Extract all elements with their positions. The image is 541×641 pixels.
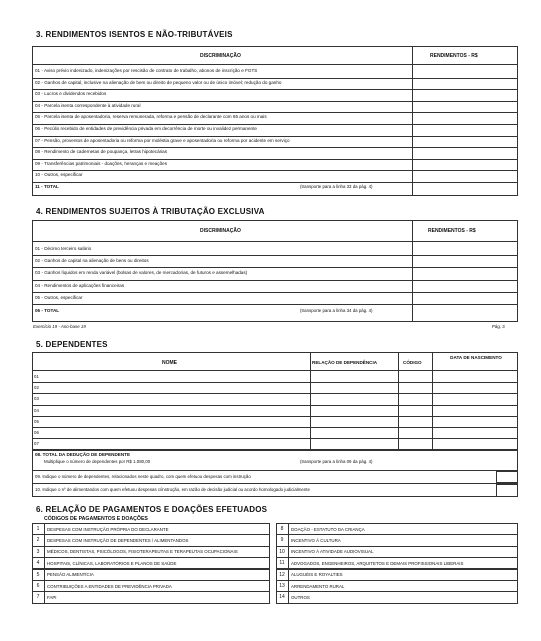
right-code-number: 8 xyxy=(280,526,284,532)
left-code-label: FAPI xyxy=(47,594,57,600)
dependente-nome-field[interactable] xyxy=(44,405,308,415)
section-4-row-value-field[interactable] xyxy=(414,280,516,291)
dependente-relacao-field[interactable] xyxy=(312,393,396,403)
dependente-nascimento-field[interactable] xyxy=(434,405,516,415)
dependente-codigo-field[interactable] xyxy=(400,405,430,415)
dependente-row-number: 02 xyxy=(34,385,39,391)
dependente-nascimento-field[interactable] xyxy=(434,416,516,426)
section-3-row-label: 06 - Pecúlio recebido de entidades de previdência privada em decorrência de morte ou invalidez permanente xyxy=(35,126,257,131)
section-3-row-value-field[interactable] xyxy=(414,78,516,89)
left-code-divider xyxy=(44,546,45,557)
left-code-divider xyxy=(44,523,45,534)
left-code-number: 6 xyxy=(36,583,40,589)
dependente-nascimento-field[interactable] xyxy=(434,393,516,403)
section-3-row-label: 01 - Aviso prévio indenizado, indenizações por rescisão de contrato de trabalho, abonos de inscrição e FGTS xyxy=(35,68,258,73)
left-code-divider xyxy=(44,569,45,580)
right-code-number: 10 xyxy=(279,548,285,555)
right-code-divider xyxy=(288,523,289,534)
dependentes-instrucao-field[interactable] xyxy=(496,471,518,483)
section-3-row-value-field[interactable] xyxy=(414,112,516,123)
dependente-codigo-field[interactable] xyxy=(400,393,430,403)
section-3-row-value-field[interactable] xyxy=(414,136,516,147)
section-5-row09: 09. Indique o número de dependentes, relacionados neste quadro, com quem efetuou despesas com instrução xyxy=(35,474,251,479)
left-code-label: PENSÃO ALIMENTÍCIA xyxy=(47,572,94,578)
dependente-codigo-field[interactable] xyxy=(400,438,430,448)
page-number: Pág. 3 xyxy=(492,324,505,329)
section-3-row-label: 08 - Rendimento de cadernetas de poupança, letras hipotecárias xyxy=(35,149,168,155)
right-code-divider xyxy=(288,534,289,545)
section-4-total-note: (transporte para a linha 34 da pág. 4) xyxy=(300,308,373,313)
right-code-number: 14 xyxy=(279,594,285,601)
right-code-label: INCENTIVO À CULTURA xyxy=(291,537,341,543)
section-5-col-codigo: CÓDIGO xyxy=(403,360,422,365)
right-code-label: ADVOGADOS, ENGENHEIROS, ARQUITETOS E DEMAIS PROFISSIONAIS LIBERAIS xyxy=(291,560,464,566)
left-code-number: 3 xyxy=(36,548,40,555)
dependente-relacao-field[interactable] xyxy=(312,382,396,392)
section-5-total-line xyxy=(32,450,518,451)
section-5-col-relacao: RELAÇÃO DE DEPENDÊNCIA xyxy=(312,360,378,365)
section-3-row-value-field[interactable] xyxy=(414,170,516,181)
right-code-divider xyxy=(288,546,289,557)
section-4-header-line xyxy=(32,241,518,242)
left-code-divider xyxy=(44,557,45,568)
dependente-row-number: 04 xyxy=(34,407,39,413)
section-3-row-value-field[interactable] xyxy=(414,89,516,100)
left-code-number: 4 xyxy=(36,560,40,567)
left-code-number: 2 xyxy=(36,537,40,544)
section-5-col-divider-1 xyxy=(310,352,311,450)
right-code-label: OUTROS xyxy=(291,594,310,600)
right-code-label: INCENTIVO À ATIVIDADE AUDIOVISUAL xyxy=(291,549,374,555)
section-4-row-value-field[interactable] xyxy=(414,267,516,278)
left-code-label: DESPESAS COM INSTRUÇÃO DE DEPENDENTES / ALIMENTANDOS xyxy=(47,537,189,543)
section-4-row-label: 02 - Ganhos de capital na alienação de bens ou direitos xyxy=(35,258,149,264)
section-3-row-label: 02 - Ganhos de capital, inclusive na alienação de bem ou direito de pequeno valor ou de único imóvel; redução do ganho xyxy=(35,79,282,85)
section-4-row-value-field[interactable] xyxy=(414,243,516,254)
alimentandos-instrucao-field[interactable] xyxy=(496,484,518,497)
section-4-row-value-field[interactable] xyxy=(414,255,516,266)
dependente-nome-field[interactable] xyxy=(44,427,308,437)
section-3-row-label: 09 - Transferências patrimoniais - doações, heranças e meações xyxy=(35,160,168,166)
dependente-nascimento-field[interactable] xyxy=(434,438,516,448)
section-4-row-label: 03 - Ganhos líquidos em renda variável (bolsas de valores, de mercadorias, de futuros e assemelhadas) xyxy=(35,270,248,276)
dependente-row-number: 05 xyxy=(34,418,39,424)
left-code-label: HOSPITAIS, CLÍNICAS, LABORATÓRIOS E PLANOS DE SAÚDE xyxy=(47,560,177,566)
section-5-col-data: DATA DE NASCIMENTO xyxy=(450,355,502,360)
section-3-row-value-field[interactable] xyxy=(414,66,516,77)
left-code-label: DESPESAS COM INSTRUÇÃO PRÓPRIA DO DECLARANTE xyxy=(47,526,169,532)
dependente-row-number: 07 xyxy=(34,441,39,447)
section-3-row-label: 07 - Pensão, proventos de aposentadoria ou reforma por moléstia grave e aposentadoria ou reforma por acidente em serviço xyxy=(35,137,290,143)
section-4-row-line xyxy=(32,304,518,305)
left-code-number: 5 xyxy=(36,571,40,578)
right-code-divider xyxy=(288,591,289,602)
right-code-divider xyxy=(288,569,289,580)
section-5-total-note: (transporte para a linha 09 da pág. 4) xyxy=(300,459,373,464)
section-5-col-divider-2 xyxy=(398,352,399,450)
left-code-number: 1 xyxy=(36,526,40,532)
dependente-nome-field[interactable] xyxy=(44,438,308,448)
section-4-footer-left: Exercício 19 - Ano-base 19 xyxy=(33,324,86,329)
dependente-nome-field[interactable] xyxy=(44,416,308,426)
dependente-codigo-field[interactable] xyxy=(400,416,430,426)
section-3-row-value-field[interactable] xyxy=(414,159,516,170)
dependente-row-number: 06 xyxy=(34,430,39,435)
section-3-row-line xyxy=(32,182,518,183)
section-6-subtitle: CÓDIGOS DE PAGAMENTOS E DOAÇÕES xyxy=(44,516,148,522)
section-3-row-label: 04 - Parcela isenta correspondente à atividade rural xyxy=(35,102,141,108)
dependente-codigo-field[interactable] xyxy=(400,371,430,381)
section-4-row-value-field[interactable] xyxy=(414,292,516,303)
dependente-relacao-field[interactable] xyxy=(312,416,396,426)
dependente-nome-field[interactable] xyxy=(44,382,308,392)
left-code-divider xyxy=(44,580,45,591)
section-3-col-discriminacao: DISCRIMINAÇÃO xyxy=(200,53,241,59)
dependente-nascimento-field[interactable] xyxy=(434,371,516,381)
section-3-col-rendimentos: RENDIMENTOS - R$ xyxy=(430,53,478,59)
left-code-divider xyxy=(44,591,45,602)
right-code-number: 11 xyxy=(279,560,285,567)
right-code-label: DOAÇÃO - ESTATUTO DA CRIANÇA xyxy=(291,526,365,532)
dependente-nome-field[interactable] xyxy=(44,371,308,381)
section-3-row-value-field[interactable] xyxy=(414,101,516,112)
section-3-total-label: 11 - TOTAL xyxy=(35,184,59,189)
section-3-row-label: 10 - Outros, especificar xyxy=(35,172,83,178)
section-4-col-discriminacao: DISCRIMINAÇÃO xyxy=(200,228,241,234)
section-5-col-divider-3 xyxy=(432,352,433,450)
section-3-row-value-field[interactable] xyxy=(414,147,516,158)
dependente-codigo-field[interactable] xyxy=(400,427,430,437)
section-4-total-label: 06 - TOTAL xyxy=(35,308,60,313)
dependente-nascimento-field[interactable] xyxy=(434,427,516,437)
dependente-relacao-field[interactable] xyxy=(312,438,396,448)
section-4-row-label: 01 - Décimo terceiro salário xyxy=(35,246,92,251)
dependente-row-number: 01 xyxy=(34,374,39,379)
section-6-title: 6. RELAÇÃO DE PAGAMENTOS E DOAÇÕES EFETUADOS xyxy=(36,505,268,514)
right-code-number: 13 xyxy=(279,583,285,589)
section-5-total-label: 08. TOTAL DA DEDUÇÃO DE DEPENDENTE xyxy=(35,452,131,457)
left-code-number: 7 xyxy=(36,594,40,601)
section-3-col-divider xyxy=(412,46,413,196)
section-3-row-label: 03 - Lucros e dividendos recebidos xyxy=(35,91,107,97)
section-5-title: 5. DEPENDENTES xyxy=(36,340,108,349)
right-code-divider xyxy=(288,557,289,568)
section-5-col-nome: NOME xyxy=(162,360,177,366)
dependente-relacao-field[interactable] xyxy=(312,427,396,437)
section-3-row-value-field[interactable] xyxy=(414,124,516,135)
left-code-label: MÉDICOS, DENTISTAS, PSICÓLOGOS, FISIOTERAPEUTAS E TERAPEUTAS OCUPACIONAIS xyxy=(47,549,238,555)
dependente-relacao-field[interactable] xyxy=(312,405,396,415)
section-3-row-label: 05 - Parcela isenta de aposentadoria, reserva remunerada, reforma e pensão de declarante com 65 anos ou mais xyxy=(35,114,267,120)
section-4-row-label: 04 - Rendimentos de aplicações financeiras xyxy=(35,282,125,288)
right-code-label: ALUGUÉIS E ROYALTIES xyxy=(291,572,343,578)
dependente-row-number: 03 xyxy=(34,396,39,402)
right-code-divider xyxy=(288,580,289,591)
section-5-row10: 10. Indique o nº de alimentandos com quem efetuou despesas c/instrução, em razão de decisão judicial ou acordo homologado judicialmente xyxy=(35,487,310,492)
section-3-total-note: (transporte para a linha 33 da pág. 4) xyxy=(300,184,373,189)
right-code-label: ARRENDAMENTO RURAL xyxy=(291,583,345,589)
dependente-nome-field[interactable] xyxy=(44,393,308,403)
section-4-col-rendimentos: RENDIMENTOS - R$ xyxy=(428,228,476,234)
right-code-number: 9 xyxy=(280,537,284,544)
dependente-relacao-field[interactable] xyxy=(312,371,396,381)
left-code-label: CONTRIBUIÇÕES A ENTIDADES DE PREVIDÊNCIA PRIVADA xyxy=(47,583,172,589)
section-3-title: 3. RENDIMENTOS ISENTOS E NÃO-TRIBUTÁVEIS xyxy=(36,30,233,39)
right-code-number: 12 xyxy=(279,571,285,578)
section-3-header-line xyxy=(32,64,518,65)
section-5-total-sub: Multiplique o número de dependentes por R$ 1.080,00 xyxy=(44,459,151,464)
section-5-row10-line xyxy=(32,483,518,484)
section-4-col-divider xyxy=(412,220,413,322)
dependente-nascimento-field[interactable] xyxy=(434,382,516,392)
section-4-row-label: 05 - Outros, especificar xyxy=(35,294,83,300)
section-4-title: 4. RENDIMENTOS SUJEITOS À TRIBUTAÇÃO EXCLUSIVA xyxy=(36,207,265,216)
dependente-codigo-field[interactable] xyxy=(400,382,430,392)
left-code-divider xyxy=(44,534,45,545)
section-5-row09-line xyxy=(32,470,518,471)
